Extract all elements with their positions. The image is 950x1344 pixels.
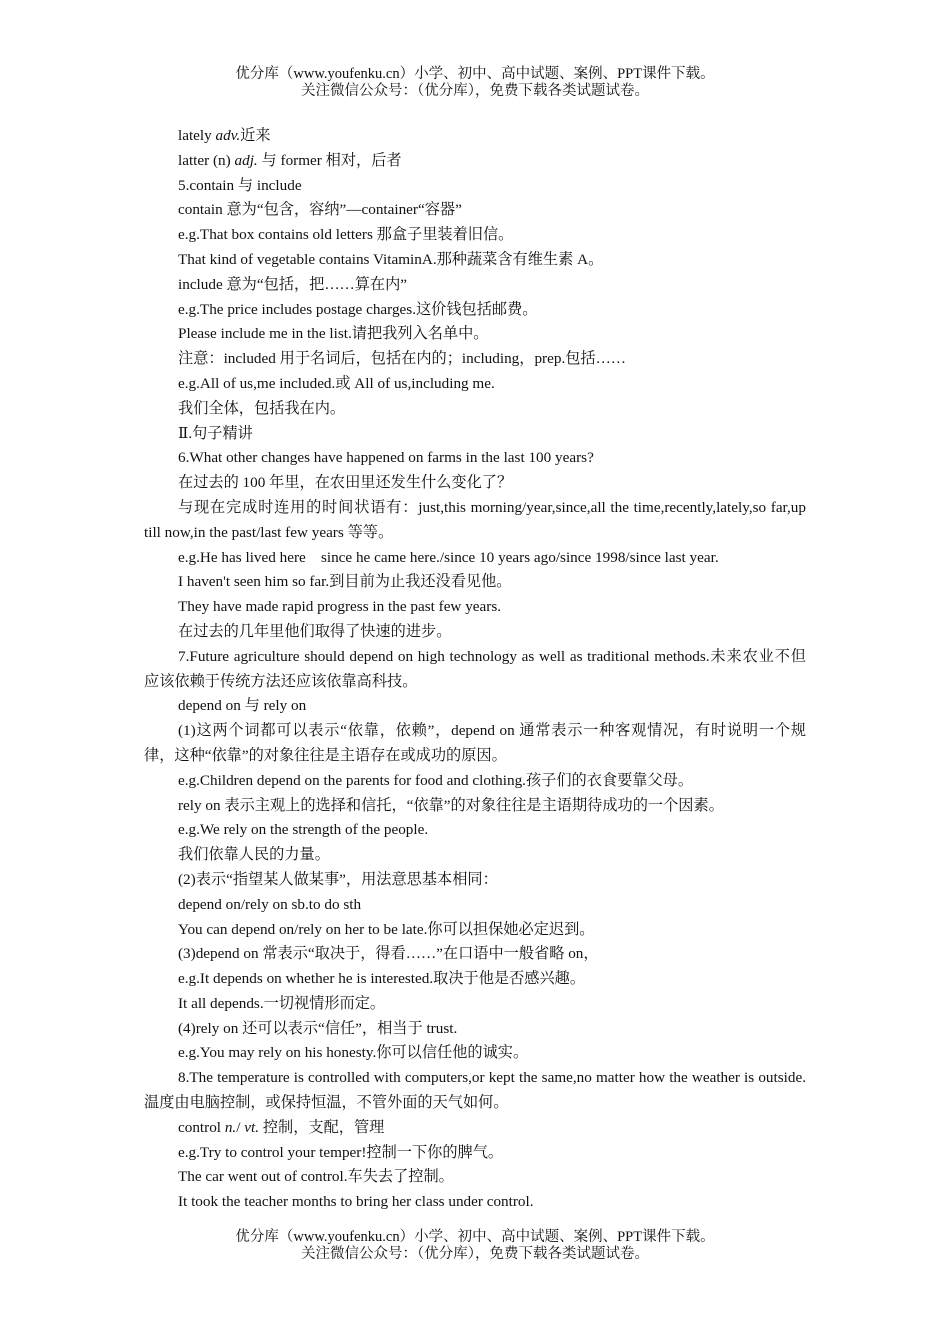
footer-line-1: 优分库（www.youfenku.cn）小学、初中、高中试题、案例、PPT课件下载。 [235, 1229, 715, 1245]
line-translation: 在过去的 100 年里，在农田里还发生什么变化了？ [178, 474, 513, 492]
line-example: Please include me in the list.请把我列入名单中。 [178, 325, 489, 343]
line-paragraph: 与现在完成时连用的时间状语有：just,this morning/year,since,all the time,recently,lately,so far,up till now,in the past/last few years 等等。 [144, 498, 806, 541]
line-example: I haven't seen him so far.到目前为止我还没看见他。 [178, 573, 512, 591]
line-control: control n./ vt. 控制，支配，管理 [178, 1118, 385, 1136]
line-paragraph: (1)这两个词都可以表示“依靠，依赖”，depend on 通常表示一种客观情况，有时说明一个规律，这种“依靠”的对象往往是主语存在或成功的原因。 [144, 722, 806, 764]
page-header [0, 66, 950, 100]
header-line-1: 优分库（www.youfenku.cn）小学、初中、高中试题、案例、PPT课件下载。 [235, 66, 715, 82]
line-translation: 我们依靠人民的力量。 [178, 846, 330, 864]
line-rely-on-meaning: rely on 表示主观上的选择和信托，“依靠”的对象往往是主语期待成功的一个因素。 [178, 796, 724, 814]
section-heading: Ⅱ.句子精讲 [178, 424, 253, 442]
line-example: e.g.Try to control your temper!控制一下你的脾气。 [178, 1143, 504, 1161]
line-contain-include-heading: 5.contain 与 include [178, 176, 302, 194]
line-example: It all depends.一切视情形而定。 [178, 994, 386, 1012]
document-body [144, 124, 806, 1215]
line-lately: lately adv.近来 [178, 127, 271, 144]
line-example: That kind of vegetable contains VitaminA.那种蔬菜含有维生素 A。 [178, 250, 604, 268]
line-sentence-8: 8.The temperature is controlled with computers,or kept the same,no matter how the weather is outside.温度由电脑控制，或保持恒温，不管外面的天气如何。 [144, 1069, 806, 1112]
line-example: e.g.You may rely on his honesty.你可以信任他的诚实。 [178, 1044, 529, 1062]
line-translation: 在过去的几年里他们取得了快速的进步。 [178, 622, 452, 640]
line-pattern: depend on/rely on sb.to do sth [178, 895, 362, 913]
page-footer [0, 1229, 950, 1263]
line-point-3: (3)depend on 常表示“取决于，得看……”在口语中一般省略 on， [178, 945, 599, 963]
line-example: e.g.That box contains old letters 那盒子里装着旧信。 [178, 226, 514, 244]
line-translation: 我们全体，包括我在内。 [178, 399, 346, 417]
line-sentence-7: 7.Future agriculture should depend on high technology as well as traditional methods.未来农业不但应该依赖于传统方法还应该依靠高科技。 [144, 647, 806, 690]
header-line-2: 关注微信公众号：（优分库），免费下载各类试题试卷。 [301, 83, 649, 99]
line-latter: latter (n) adj. 与 former 相对，后者 [178, 151, 402, 169]
line-example: They have made rapid progress in the past few years. [178, 598, 502, 616]
line-example: The car went out of control.车失去了控制。 [178, 1168, 454, 1186]
line-example: e.g.It depends on whether he is interested.取决于他是否感兴趣。 [178, 970, 586, 988]
line-example: e.g.The price includes postage charges.这价钱包括邮费。 [178, 300, 538, 318]
line-point-2: (2)表示“指望某人做某事”，用法意思基本相同： [178, 870, 498, 888]
line-example: It took the teacher months to bring her class under control. [178, 1193, 534, 1211]
line-note: 注意：included 用于名词后，包括在内的；including，prep.包括…… [178, 350, 626, 368]
footer-line-2: 关注微信公众号：（优分库），免费下载各类试题试卷。 [301, 1246, 649, 1262]
line-point-4: (4)rely on 还可以表示“信任”，相当于 trust. [178, 1019, 458, 1037]
line-contain-meaning: contain 意为“包含，容纳”—container“容器” [178, 201, 462, 219]
line-example: e.g.We rely on the strength of the people. [178, 821, 429, 839]
line-example: e.g.He has lived here since he came here./since 10 years ago/since 1998/since last year. [178, 548, 719, 566]
line-sentence-6: 6.What other changes have happened on farms in the last 100 years? [178, 449, 594, 467]
line-example: You can depend on/rely on her to be late.你可以担保她必定迟到。 [178, 920, 595, 938]
line-depend-rely-heading: depend on 与 rely on [178, 697, 307, 715]
line-include-meaning: include 意为“包括，把……算在内” [178, 275, 408, 293]
line-example: e.g.All of us,me included.或 All of us,including me. [178, 374, 495, 392]
line-example: e.g.Children depend on the parents for food and clothing.孩子们的衣食要靠父母。 [178, 771, 694, 789]
